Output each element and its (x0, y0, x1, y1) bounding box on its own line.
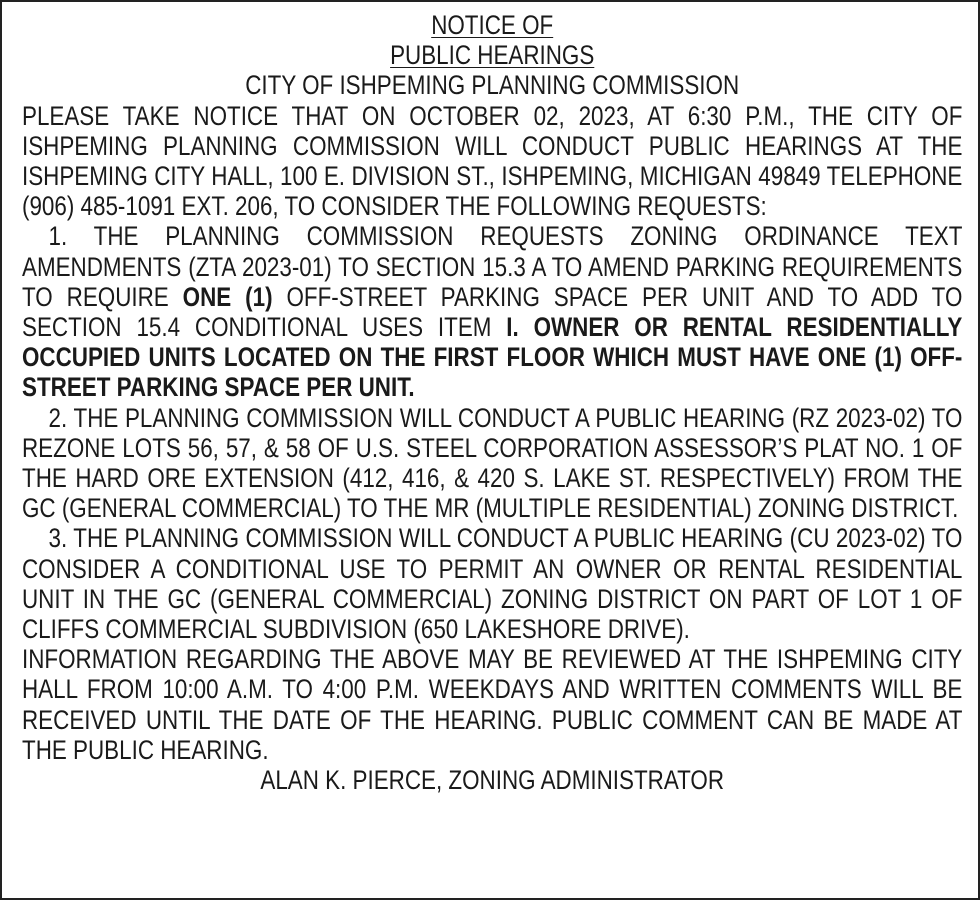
notice-title-line1: NOTICE OF (431, 10, 554, 40)
intro-paragraph: PLEASE TAKE NOTICE THAT ON OCTOBER 02, 2023, AT 6:30 P.M., THE CITY OF ISHPEMING PLANNING COMMISSION WILL CONDUCT PUBLIC HEARINGS AT THE ISHPEMING CITY HALL, 100 E. DIVISION ST., ISHPEMING, MICHIGAN 49849 TELEPHONE (906) 485-1091 EXT. 206, TO CONSIDER THE FOLLOWING REQUESTS: (22, 100, 963, 222)
commission-name: CITY OF ISHPEMING PLANNING COMMISSION (245, 70, 740, 101)
information-paragraph: INFORMATION REGARDING THE ABOVE MAY BE REVIEWED AT THE ISHPEMING CITY HALL FROM 10:00 A.M. TO 4:00 P.M. WEEKDAYS AND WRITTEN COMMENTS WILL BE RECEIVED UNTIL THE DATE OF THE HEARING. PUBLIC COMMENT CAN BE MADE AT THE PUBLIC HEARING. (22, 644, 963, 765)
signature-line: ALAN K. PIERCE, ZONING ADMINISTRATOR (260, 765, 725, 796)
request-item-1-bold-b: I. OWNER OR RENTAL RESIDENTIALLY OCCUPIED UNITS LOCATED ON THE FIRST FLOOR WHICH MUST HAVE ONE (1) OFF-STREET PARKING SPACE PER UNIT. (22, 312, 963, 403)
request-item-1 (22, 221, 962, 402)
notice-title-block (22, 10, 962, 101)
request-item-1-text-a: 1. THE PLANNING COMMISSION REQUESTS ZONING ORDINANCE TEXT AMENDMENTS (ZTA 2023-01) TO SECTION 15.3 A TO AMEND PARKING REQUIREMENTS TO REQUIRE (22, 221, 963, 312)
notice-title-line2: PUBLIC HEARINGS (390, 40, 595, 71)
request-item-1-text-b: OFF-STREET PARKING SPACE PER UNIT AND TO ADD TO SECTION 15.4 CONDITIONAL USES ITEM (22, 281, 963, 343)
request-item-3: 3. THE PLANNING COMMISSION WILL CONDUCT A PUBLIC HEARING (CU 2023-02) TO CONSIDER A CONDITIONAL USE TO PERMIT AN OWNER OR RENTAL RESIDENTIAL UNIT IN THE GC (GENERAL COMMERCIAL) ZONING DISTRICT ON PART OF LOT 1 OF CLIFFS COMMERCIAL SUBDIVISION (650 LAKESHORE DRIVE). (22, 523, 963, 645)
request-item-2: 2. THE PLANNING COMMISSION WILL CONDUCT A PUBLIC HEARING (RZ 2023-02) TO REZONE LOTS 56, 57, & 58 OF U.S. STEEL CORPORATION ASSESSOR’S PLAT NO. 1 OF THE HARD ORE EXTENSION (412, 416, & 420 S. LAKE ST. RESPECTIVELY) FROM THE GC (GENERAL COMMERCIAL) TO THE MR (MULTIPLE RESIDENTIAL) ZONING DISTRICT. (22, 402, 963, 524)
notice-body (22, 10, 962, 795)
request-item-1-bold-a: ONE (1) (182, 281, 273, 312)
